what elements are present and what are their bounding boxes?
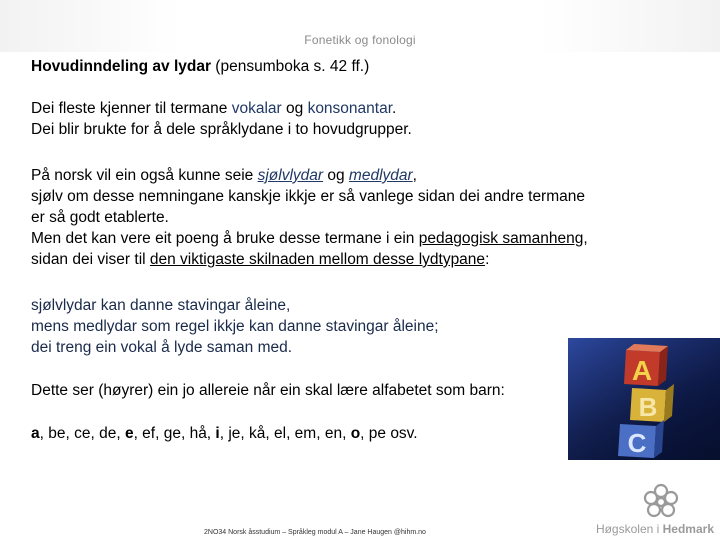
- block-c: [618, 420, 664, 458]
- block-a: [624, 344, 668, 386]
- headline-bold: Hovudinndeling av lydar: [31, 58, 211, 75]
- paragraph-terms: [31, 98, 691, 140]
- p3-line-4a: Men det kan vere eit poeng å bruke desse termane i ein: [31, 230, 419, 247]
- p2-line-2: Dei blir brukte for å dele språklydane i to hovudgrupper.: [31, 121, 412, 138]
- p4-line-2: mens medlydar som regel ikkje kan danne stavingar åleine;: [31, 318, 439, 335]
- footer-brand-prefix: Høgskolen i: [595, 522, 663, 536]
- term-sjolvlydar: sjølvlydar: [257, 167, 324, 184]
- footer-course-info: 2NO34 Norsk åsstudium – Språkleg modul A – Jane Haugen @hihm.no: [204, 529, 426, 536]
- vowel-o: o: [350, 425, 361, 442]
- p4-line-3: dei treng ein vokal å lyde saman med.: [31, 339, 293, 356]
- headline-rest: (pensumboka s. 42 ff.): [211, 58, 370, 75]
- p3-text-a: På norsk vil ein også kunne seie: [31, 167, 258, 184]
- p2-text-a: Dei fleste kjenner til termane: [31, 100, 232, 117]
- footer-brand: [596, 522, 714, 536]
- underlined-viktigaste-skilnaden: den viktigaste skilnaden mellom desse lydtypane: [149, 251, 486, 268]
- p4-line-1: sjølvlydar kan danne stavingar åleine,: [31, 297, 291, 314]
- vowel-i: i: [215, 425, 220, 442]
- abc-blocks-illustration: [568, 338, 720, 460]
- term-medlydar: medlydar: [348, 167, 413, 184]
- alphabet-seg-4: , pe osv.: [360, 425, 418, 442]
- alphabet-seg-2: , ef, ge, hå,: [133, 425, 216, 442]
- term-vokalar: vokalar: [231, 100, 282, 117]
- term-konsonantar: konsonantar: [307, 100, 393, 117]
- p3-line-4b: ,: [583, 230, 588, 247]
- paragraph-alphabet-intro: Dette ser (høyrer) ein jo allereie når ein skal lære alfabetet som barn:: [31, 382, 505, 399]
- block-c-letter: C: [627, 428, 647, 458]
- p3-line-2: sjølv om desse nemningane kanskje ikkje er så vanlege sidan dei andre termane: [31, 188, 585, 205]
- p2-text-c: .: [392, 100, 397, 117]
- footer-brand-name: Hedmark: [662, 522, 714, 536]
- alphabet-seg-3: , je, kå, el, em, en,: [219, 425, 351, 442]
- vowel-a: a: [31, 425, 40, 442]
- p3-text-b: og: [323, 167, 349, 184]
- block-b: [630, 384, 674, 422]
- p2-text-b: og: [281, 100, 308, 117]
- slide-header-title: Fonetikk og fonologi: [304, 33, 416, 47]
- vowel-e: e: [124, 425, 134, 442]
- block-a-letter: A: [631, 355, 653, 386]
- abc-blocks-picture: [568, 338, 720, 460]
- paragraph-norwegian-terms: [31, 165, 691, 270]
- college-logo-icon: [641, 482, 681, 522]
- p3-text-c: ,: [412, 167, 417, 184]
- slide-headline: [31, 56, 691, 77]
- p3-line-5a: sidan dei viser til: [31, 251, 150, 268]
- alphabet-seg-1: , be, ce, de,: [39, 425, 125, 442]
- block-b-letter: B: [638, 392, 658, 422]
- p3-line-3: er så godt etablerte.: [31, 209, 169, 226]
- underlined-pedagogisk-samanheng: pedagogisk samanheng: [418, 230, 584, 247]
- p3-line-5b: :: [485, 251, 490, 268]
